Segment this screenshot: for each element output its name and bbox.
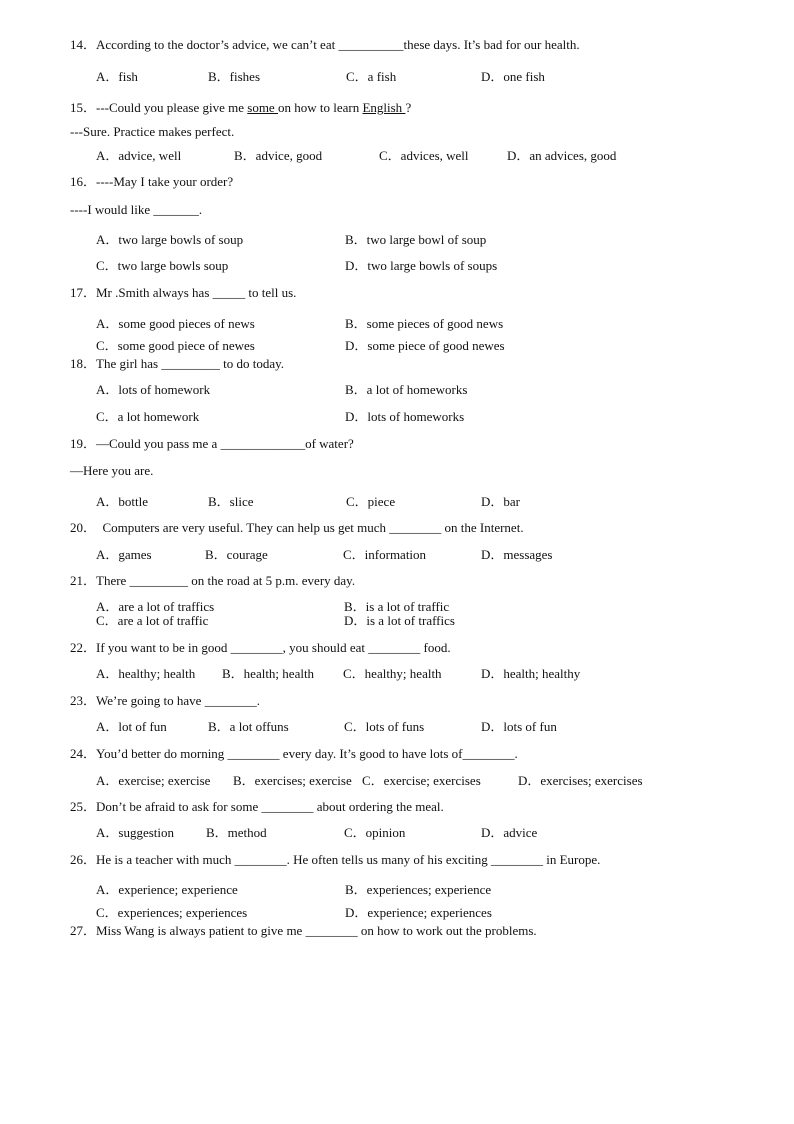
q22-option-b: B．health; health (222, 666, 315, 681)
question-15-stem: 15．---Could you please give me some on how to learn English ? (70, 100, 412, 115)
q16-option-a: A．two large bowls of soup (96, 232, 244, 247)
q26-option-b: B．experiences; experience (345, 882, 492, 897)
q16-option-b: B．two large bowl of soup (345, 232, 487, 247)
q19-option-b: B．slice (208, 494, 254, 509)
q20-option-c: C．information (343, 547, 427, 562)
q23-option-a: A．lot of fun (96, 719, 167, 734)
q20-option-a: A．games (96, 547, 152, 562)
q23-option-b: B．a lot offuns (208, 719, 289, 734)
question-19-stem: 19．—Could you pass me a _____________of water? (70, 436, 354, 451)
question-24-stem: 24．You’d better do morning ________ every day. It’s good to have lots of________. (70, 746, 518, 761)
q14-option-c: C．a fish (346, 69, 397, 84)
q25-option-b: B．method (206, 825, 267, 840)
q14-option-b: B．fishes (208, 69, 261, 84)
q14-option-a: A．fish (96, 69, 138, 84)
question-27-stem: 27．Miss Wang is always patient to give me ________ on how to work out the problems. (70, 923, 537, 938)
q15-option-b: B．advice, good (234, 148, 323, 163)
q15-reply: ---Sure. Practice makes perfect. (70, 124, 235, 139)
q17-option-c: C．some good piece of newes (96, 338, 255, 353)
question-23-stem: 23．We’re going to have ________. (70, 693, 260, 708)
q18-option-a: A．lots of homework (96, 382, 211, 397)
q24-option-a: A．exercise; exercise (96, 773, 211, 788)
q26-option-a: A．experience; experience (96, 882, 238, 897)
q21-option-b: B．is a lot of traffic (344, 599, 450, 614)
q26-option-c: C．experiences; experiences (96, 905, 248, 920)
q17-option-a: A．some good pieces of news (96, 316, 255, 331)
question-17-stem: 17．Mr .Smith always has _____ to tell us. (70, 285, 297, 300)
q15-option-a: A．advice, well (96, 148, 182, 163)
q24-option-d: D．exercises; exercises (518, 773, 643, 788)
q20-option-b: B．courage (205, 547, 268, 562)
q14-option-d: D．one fish (481, 69, 545, 84)
q18-option-b: B．a lot of homeworks (345, 382, 468, 397)
q23-option-c: C．lots of funs (344, 719, 425, 734)
q16-reply: ----I would like _______. (70, 202, 203, 217)
q25-option-a: A．suggestion (96, 825, 175, 840)
q22-option-c: C．healthy; health (343, 666, 442, 681)
q20-option-d: D．messages (481, 547, 553, 562)
q18-option-d: D．lots of homeworks (345, 409, 465, 424)
q19-option-c: C．piece (346, 494, 396, 509)
question-26-stem: 26．He is a teacher with much ________. He often tells us many of his exciting ________ in Europe. (70, 852, 601, 867)
question-25-stem: 25．Don’t be afraid to ask for some ________ about ordering the meal. (70, 799, 444, 814)
q23-option-d: D．lots of fun (481, 719, 557, 734)
question-22-stem: 22．If you want to be in good ________, you should eat ________ food. (70, 640, 451, 655)
question-18-stem: 18．The girl has _________ to do today. (70, 356, 284, 371)
question-14-stem: 14．According to the doctor’s advice, we can’t eat __________these days. It’s bad for our health. (70, 37, 580, 52)
q19-option-a: A．bottle (96, 494, 148, 509)
q25-option-c: C．opinion (344, 825, 406, 840)
q22-option-a: A．healthy; health (96, 666, 196, 681)
q15-option-c: C．advices, well (379, 148, 469, 163)
q16-option-c: C．two large bowls soup (96, 258, 229, 273)
q17-option-b: B．some pieces of good news (345, 316, 504, 331)
question-20-stem: 20． Computers are very useful. They can help us get much ________ on the Internet. (70, 520, 524, 535)
q19-option-d: D．bar (481, 494, 520, 509)
q26-option-d: D．experience; experiences (345, 905, 492, 920)
q22-option-d: D．health; healthy (481, 666, 581, 681)
q19-reply: —Here you are. (70, 463, 154, 478)
q16-option-d: D．two large bowls of soups (345, 258, 498, 273)
q21-option-a: A．are a lot of traffics (96, 599, 215, 614)
q21-option-d: D．is a lot of traffics (344, 613, 455, 628)
q15-option-d: D．an advices, good (507, 148, 617, 163)
question-21-stem: 21．There _________ on the road at 5 p.m. every day. (70, 573, 356, 588)
q24-option-b: B．exercises; exercise (233, 773, 352, 788)
q17-option-d: D．some piece of good newes (345, 338, 505, 353)
q18-option-c: C．a lot homework (96, 409, 200, 424)
q24-option-c: C．exercise; exercises (362, 773, 481, 788)
q25-option-d: D．advice (481, 825, 538, 840)
question-16-stem: 16．----May I take your order? (70, 174, 234, 189)
q21-option-c: C．are a lot of traffic (96, 613, 209, 628)
